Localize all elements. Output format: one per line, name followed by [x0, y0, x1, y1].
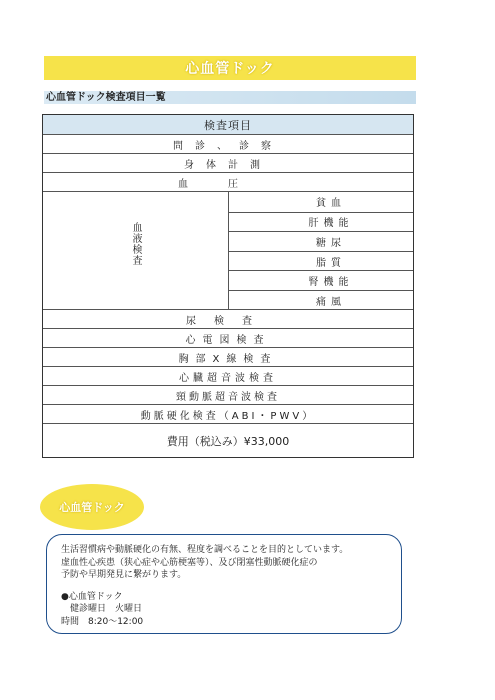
table-row: 尿検査	[43, 309, 413, 328]
blood-test-label-cell	[43, 192, 229, 309]
table-header: 検査項目	[43, 115, 413, 134]
info-line: 予防や早期発見に繋がります。	[61, 570, 187, 580]
table-row: 胸部X線検査	[43, 347, 413, 366]
exam-table	[42, 114, 414, 458]
table-row: 心臓超音波検査	[43, 366, 413, 385]
title-banner	[44, 56, 416, 80]
exam-day: 健診曜日 火曜日	[70, 604, 143, 614]
info-box	[46, 534, 402, 634]
info-badge	[40, 484, 144, 530]
blood-item: 腎機能	[229, 270, 413, 290]
table-row: 問診、診察	[43, 134, 413, 153]
blood-item: 糖尿	[229, 231, 413, 251]
table-row: 身体計測	[43, 153, 413, 172]
blood-item: 痛風	[229, 290, 413, 310]
fee-row: 費用（税込み）¥33,000	[43, 423, 413, 457]
section-title: 心血管ドック検査項目一覧	[44, 91, 416, 104]
blood-item: 肝機能	[229, 212, 413, 232]
blood-item: 貧血	[316, 198, 346, 210]
exam-time: 時間 8:20〜12:00	[61, 616, 144, 627]
blood-test-group	[43, 191, 413, 309]
table-row: 動脈硬化検査（ABI・PWV）	[43, 404, 413, 423]
table-row: 心電図検査	[43, 328, 413, 347]
info-line: 虚血性心疾患（狭心症や心筋梗塞等）、及び閉塞性動脈硬化症の	[61, 557, 318, 568]
blood-test-items	[229, 192, 413, 309]
info-line: 生活習慣病や動脈硬化の有無、程度を調べることを目的としています。	[61, 545, 349, 555]
table-row: 血圧	[43, 172, 413, 191]
blood-item: 脂質	[229, 251, 413, 271]
blood-test-label: 血液検査	[130, 222, 141, 266]
course-name: ●心血管ドック	[61, 591, 123, 602]
table-row: 頸動脈超音波検査	[43, 385, 413, 404]
info-badge-label: 心血管ドック	[59, 501, 125, 514]
banner-title: 心血管ドック	[185, 61, 275, 77]
